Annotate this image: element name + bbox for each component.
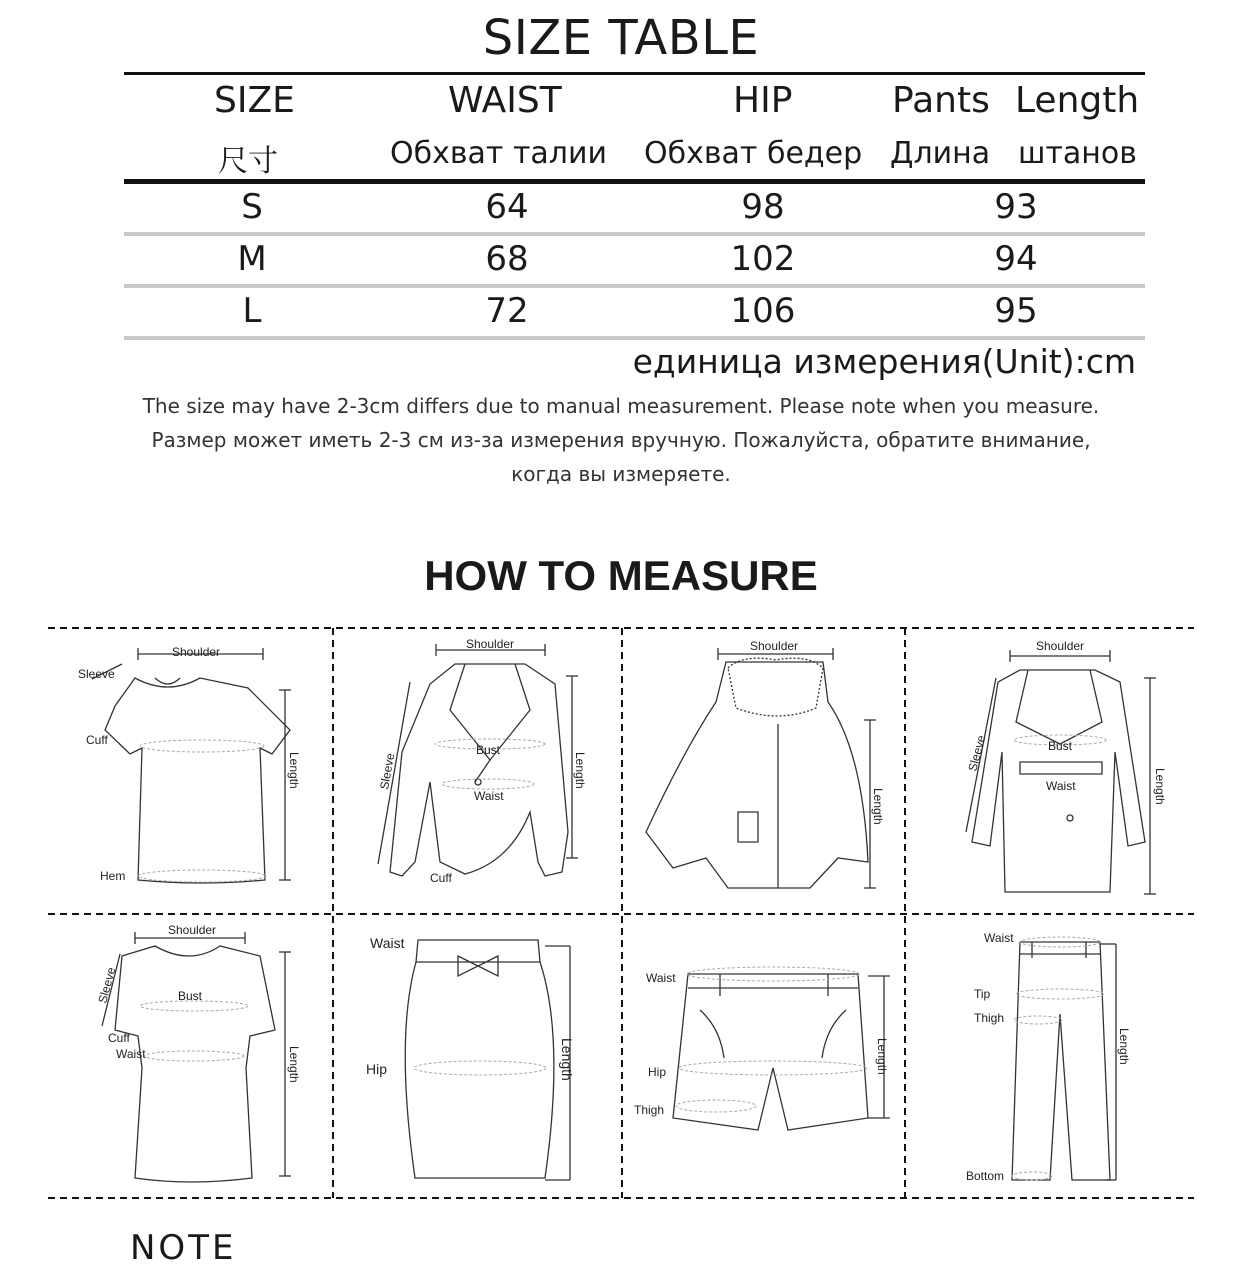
blazer-waist-label: Waist — [474, 789, 504, 803]
header-size: SIZE — [214, 80, 295, 121]
dress-bust-label: Bust — [178, 989, 203, 1003]
dress-cuff-label: Cuff — [108, 1031, 130, 1045]
pants-tip-label: Tip — [974, 987, 991, 1001]
shorts-diagram — [628, 918, 902, 1196]
note-ru-line1: Размер может иметь 2-3 см из-за измерения вручную. Пожалуйста, обратите внимание, — [151, 428, 1091, 452]
blazer-diagram — [340, 632, 618, 912]
cell-waist: 68 — [485, 239, 529, 279]
pants-diagram — [910, 918, 1192, 1196]
header-length: Length — [1015, 80, 1140, 121]
blazer-shoulder-label: Shoulder — [466, 637, 515, 651]
skirt-length-label: Length — [559, 1038, 575, 1081]
cell-size: S — [241, 187, 263, 227]
skirt-waist-label: Waist — [370, 935, 405, 951]
blazer-outline — [390, 664, 568, 876]
dress-shoulder-label: Shoulder — [168, 923, 217, 937]
coat-bust-label: Bust — [1048, 739, 1073, 753]
shorts-length-label: Length — [875, 1038, 889, 1075]
tshirt-hem-label: Hem — [100, 869, 126, 883]
coat-shoulder-label: Shoulder — [1036, 639, 1085, 653]
pants-bottom-label: Bottom — [966, 1169, 1005, 1183]
blazer-cuff-label: Cuff — [430, 871, 452, 885]
size-table-title: SIZE TABLE — [482, 10, 760, 66]
cell-hip: 98 — [741, 187, 785, 227]
cell-hip: 106 — [730, 291, 796, 331]
cell-length: 93 — [994, 187, 1038, 227]
tshirt-diagram — [60, 632, 330, 912]
tshirt-sleeve-label: Sleeve — [78, 667, 115, 681]
pants-waist-label: Waist — [984, 931, 1014, 945]
cell-hip: 102 — [730, 239, 796, 279]
pants-outline — [1012, 942, 1110, 1180]
cape-diagram — [628, 632, 902, 912]
cape-outline — [646, 662, 868, 888]
dress-length-label: Length — [287, 1046, 301, 1083]
note-heading: NOTE — [130, 1228, 237, 1268]
dress-sleeve-label: Sleeve — [95, 965, 119, 1005]
tshirt-length-label: Length — [287, 752, 301, 789]
pants-thigh-label: Thigh — [974, 1011, 1005, 1025]
cell-waist: 72 — [485, 291, 529, 331]
header-waist: WAIST — [448, 80, 562, 121]
shorts-hip-label: Hip — [648, 1065, 667, 1079]
header-waist-ru: Обхват талии — [390, 136, 607, 171]
cape-shoulder-label: Shoulder — [750, 639, 799, 653]
cell-size: L — [242, 291, 262, 331]
cell-waist: 64 — [485, 187, 529, 227]
coat-waist-label: Waist — [1046, 779, 1076, 793]
blazer-sleeve-label: Sleeve — [377, 751, 398, 791]
cape-length-label: Length — [871, 788, 885, 825]
header-pants: Pants — [892, 80, 990, 121]
unit-label: единица измерения(Unit):cm — [632, 342, 1136, 381]
cell-length: 95 — [994, 291, 1038, 331]
shorts-outline — [673, 974, 868, 1130]
header-size-cn: 尺寸 — [218, 144, 278, 179]
coat-sleeve-label: Sleeve — [965, 733, 989, 773]
header-pants-ru: Длина — [890, 136, 991, 171]
dress-waist-label: Waist — [116, 1047, 146, 1061]
header-length-ru: штанов — [1018, 136, 1137, 171]
skirt-hip-label: Hip — [366, 1061, 388, 1077]
skirt-diagram — [340, 918, 618, 1196]
tshirt-outline — [105, 678, 290, 883]
header-hip: HIP — [733, 80, 793, 121]
note-ru-line2: когда вы измеряете. — [511, 462, 731, 486]
blazer-bust-label: Bust — [476, 743, 501, 757]
tshirt-cuff-label: Cuff — [86, 733, 108, 747]
cell-size: M — [237, 239, 267, 279]
cell-length: 94 — [994, 239, 1038, 279]
coat-diagram — [910, 632, 1192, 912]
skirt-outline — [405, 940, 554, 1178]
dress-diagram — [60, 918, 330, 1196]
blazer-length-label: Length — [573, 752, 587, 789]
how-to-measure-title: HOW TO MEASURE — [424, 552, 818, 599]
coat-length-label: Length — [1153, 768, 1167, 805]
tshirt-shoulder-label: Shoulder — [172, 645, 221, 659]
note-en: The size may have 2-3cm differs due to manual measurement. Please note when you measure. — [142, 394, 1100, 418]
pants-length-label: Length — [1117, 1028, 1131, 1065]
shorts-thigh-label: Thigh — [634, 1103, 665, 1117]
dress-outline — [115, 946, 275, 1182]
shorts-waist-label: Waist — [646, 971, 676, 985]
header-hip-ru: Обхват бедер — [644, 136, 863, 171]
